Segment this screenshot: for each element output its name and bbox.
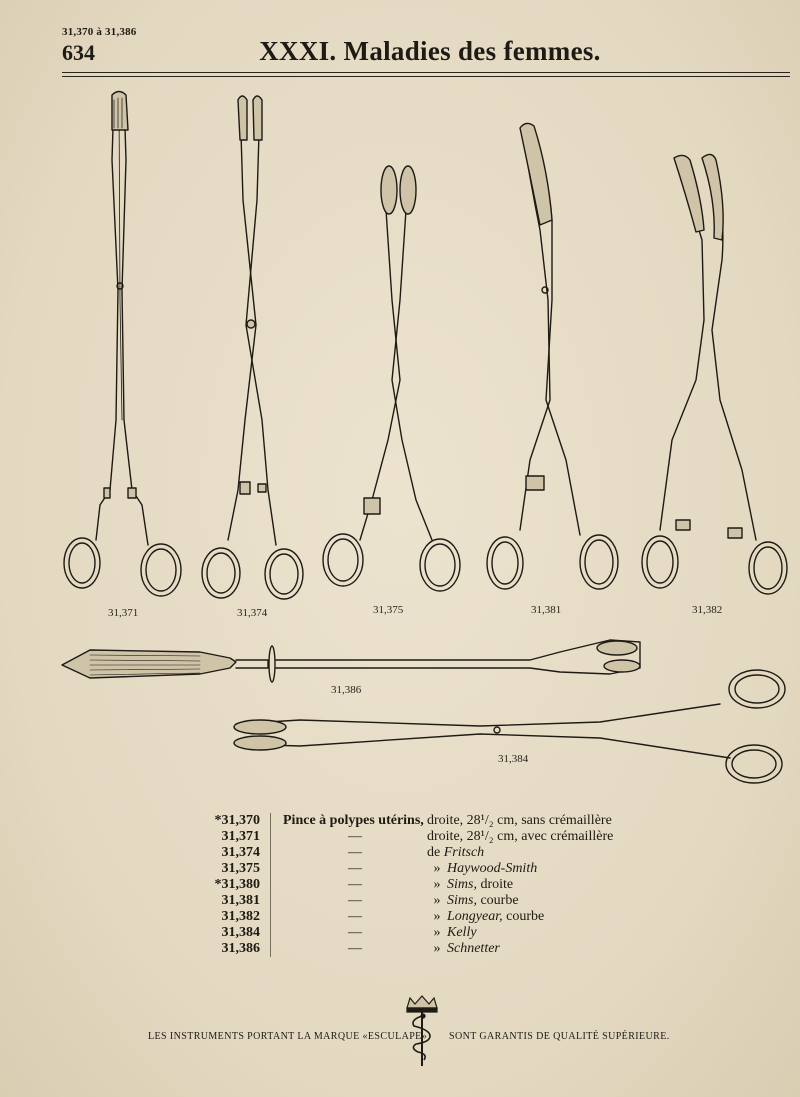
caption-31375: 31,375 xyxy=(373,604,404,616)
forceps-31381-icon xyxy=(487,123,618,589)
table-row xyxy=(196,845,613,861)
item-number: *31,370 xyxy=(196,813,271,829)
item-number: 31,386 xyxy=(196,941,271,957)
item-number: 31,371 xyxy=(196,829,271,845)
item-desc: » Kelly xyxy=(433,925,477,940)
catalog-table xyxy=(196,813,614,957)
forceps-31371-icon xyxy=(64,92,181,597)
item-number: 31,382 xyxy=(196,909,271,925)
item-desc: » Sims, courbe xyxy=(433,893,519,908)
esculape-crown-serpent-icon xyxy=(404,994,440,1068)
item-name: — xyxy=(348,845,362,860)
table-row xyxy=(196,829,613,845)
caption-31384: 31,384 xyxy=(498,753,529,765)
item-name: — xyxy=(348,893,362,908)
item-number: 31,384 xyxy=(196,925,271,941)
caption-31371: 31,371 xyxy=(108,607,139,619)
page-title: XXXI. Maladies des femmes. xyxy=(259,36,601,66)
item-name: — xyxy=(348,877,362,892)
table-row xyxy=(196,813,613,829)
item-name: — xyxy=(348,829,362,844)
footer-left: LES INSTRUMENTS PORTANT LA MARQUE «ESCULAPE» xyxy=(148,1031,428,1042)
item-desc: » Schnetter xyxy=(433,941,500,956)
page-number: 634 xyxy=(62,40,95,65)
table-row xyxy=(196,861,613,877)
item-desc: droite, 28¹/₂ cm, avec crémaillère xyxy=(427,829,614,844)
caption-31381: 31,381 xyxy=(531,604,562,616)
forceps-31375-icon xyxy=(323,166,460,591)
forceps-31374-icon xyxy=(202,96,303,599)
item-number: 31,381 xyxy=(196,893,271,909)
item-desc: » Sims, droite xyxy=(433,877,514,892)
item-number: 31,374 xyxy=(196,845,271,861)
item-desc: droite, 28¹/₂ cm, sans crémaillère xyxy=(427,813,612,828)
item-desc: de Fritsch xyxy=(427,845,485,860)
forceps-31382-icon xyxy=(642,154,787,594)
item-desc: » Longyear, courbe xyxy=(433,909,545,924)
table-row xyxy=(196,909,613,925)
table-row xyxy=(196,941,613,957)
page-range: 31,370 à 31,386 xyxy=(62,26,137,38)
item-name: — xyxy=(348,861,362,876)
item-name: — xyxy=(348,925,362,940)
table-row xyxy=(196,925,613,941)
item-number: 31,375 xyxy=(196,861,271,877)
footer-right: SONT GARANTIS DE QUALITÉ SUPÉRIEURE. xyxy=(449,1031,670,1042)
item-desc: » Haywood-Smith xyxy=(433,861,538,876)
forceps-31386-icon xyxy=(62,640,640,682)
item-number: *31,380 xyxy=(196,877,271,893)
item-name: — xyxy=(348,941,362,956)
item-name: Pince à polypes utérins, xyxy=(283,813,424,828)
item-name: — xyxy=(348,909,362,924)
table-row xyxy=(196,893,613,909)
caption-31386: 31,386 xyxy=(331,684,362,696)
table-row xyxy=(196,877,613,893)
caption-31374: 31,374 xyxy=(237,607,268,619)
forceps-31384-icon xyxy=(234,670,785,783)
caption-31382: 31,382 xyxy=(692,604,723,616)
